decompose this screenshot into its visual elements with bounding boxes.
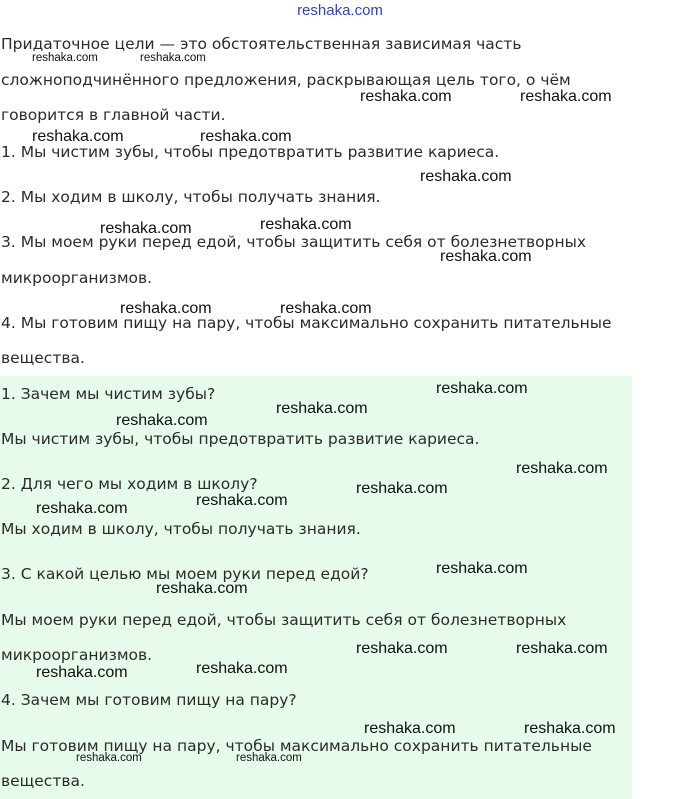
watermark: reshaka.com (156, 580, 248, 597)
watermark: reshaka.com (236, 752, 302, 764)
watermark: reshaka.com (200, 128, 292, 145)
watermark: reshaka.com (196, 492, 288, 509)
watermark: reshaka.com (364, 720, 456, 737)
watermark: reshaka.com (196, 660, 288, 677)
watermark: reshaka.com (436, 560, 528, 577)
answer-text: микроорганизмов. (1, 646, 153, 664)
watermark: reshaka.com (520, 88, 612, 105)
watermark: reshaka.com (120, 300, 212, 317)
watermark: reshaka.com (100, 220, 192, 237)
watermark: reshaka.com (524, 720, 616, 737)
watermark: reshaka.com (420, 168, 512, 185)
example-line: вещества. (1, 349, 85, 367)
answer-text: Мы готовим пищу на пару, чтобы максимально сохранить питательные (1, 737, 592, 755)
theory-line: сложноподчинённого предложения, раскрывающая цель того, о чём (1, 71, 571, 89)
watermark: reshaka.com (516, 640, 608, 657)
watermark: reshaka.com (36, 500, 128, 517)
watermark: reshaka.com (436, 380, 528, 397)
theory-line: Придаточное цели — это обстоятельственная зависимая часть (1, 35, 522, 53)
answer-text: Мы ходим в школу, чтобы получать знания. (1, 520, 361, 538)
example-line: 4. Мы готовим пищу на пару, чтобы максимально сохранить питательные (1, 314, 612, 332)
watermark: reshaka.com (280, 300, 372, 317)
watermark: reshaka.com (76, 752, 142, 764)
watermark: reshaka.com (32, 52, 98, 64)
watermark: reshaka.com (356, 480, 448, 497)
watermark: reshaka.com (356, 640, 448, 657)
answer-question: 4. Зачем мы готовим пищу на пару? (1, 691, 297, 709)
watermark: reshaka.com (32, 128, 124, 145)
example-line: 3. Мы моем руки перед едой, чтобы защитить себя от болезнетворных (1, 233, 587, 251)
answer-question: 3. С какой целью мы моем руки перед едой? (1, 565, 369, 583)
answer-text: вещества. (1, 772, 85, 790)
watermark: reshaka.com (276, 400, 368, 417)
example-line: микроорганизмов. (1, 269, 153, 287)
watermark: reshaka.com (440, 248, 532, 265)
watermark: reshaka.com (360, 88, 452, 105)
site-title[interactable]: reshaka.com (297, 2, 383, 19)
theory-line: говорится в главной части. (1, 106, 226, 124)
example-line: 1. Мы чистим зубы, чтобы предотвратить развитие кариеса. (1, 143, 500, 161)
example-line: 2. Мы ходим в школу, чтобы получать знания. (1, 188, 381, 206)
watermark: reshaka.com (36, 664, 128, 681)
watermark: reshaka.com (140, 52, 206, 64)
watermark: reshaka.com (116, 412, 208, 429)
answer-question: 1. Зачем мы чистим зубы? (1, 385, 216, 403)
watermark: reshaka.com (260, 216, 352, 233)
answer-text: Мы моем руки перед едой, чтобы защитить себя от болезнетворных (1, 611, 567, 629)
watermark: reshaka.com (516, 460, 608, 477)
answer-question: 2. Для чего мы ходим в школу? (1, 475, 258, 493)
answer-text: Мы чистим зубы, чтобы предотвратить развитие кариеса. (1, 430, 480, 448)
